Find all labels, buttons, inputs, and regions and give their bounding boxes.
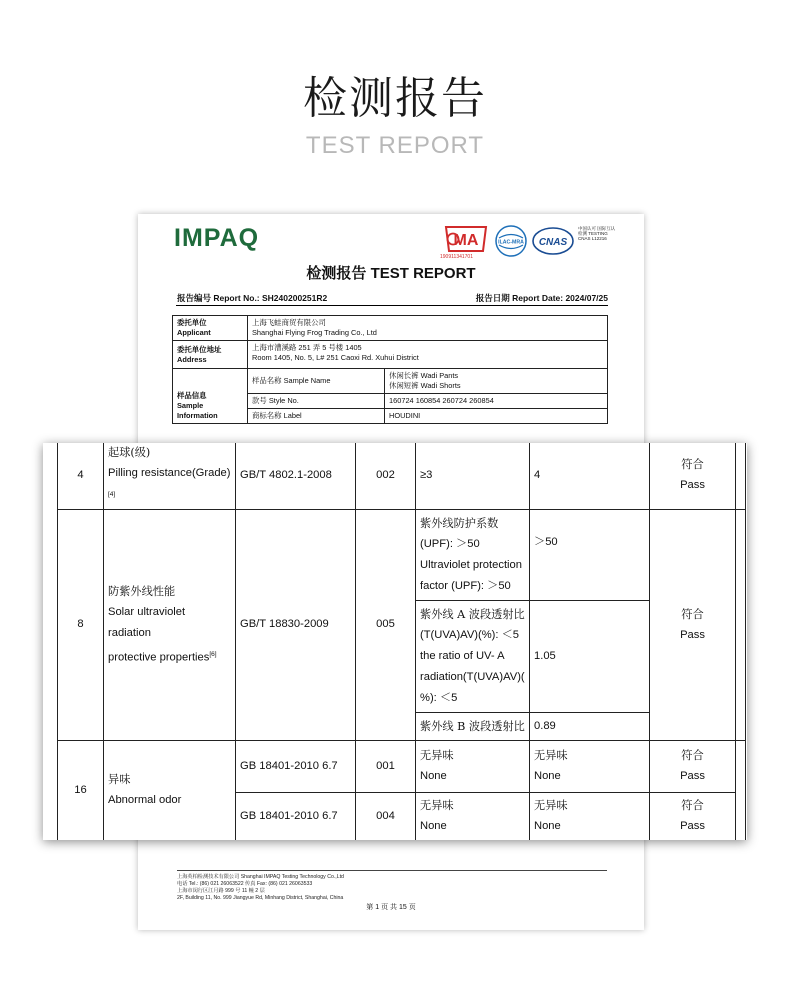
applicant-value: 上海飞蛙商贸有限公司 Shanghai Flying Frog Trading Co., Ltd: [248, 316, 608, 341]
cnas-caption: 中国认可 国际互认 检测 TESTING CNAS L12216: [578, 226, 616, 242]
table-row: 紫外线 A 波段透射比 (T(UVA)AV)(%): ＜5 the ratio of UV- A radiation(T(UVA)AV)( %): ＜5 1.05: [58, 600, 746, 712]
cnas-logo-icon: [532, 226, 574, 256]
ilac-mra-icon: [495, 225, 527, 257]
address-label: 委托单位地址 Address: [173, 341, 248, 369]
style-value: 160724 160854 260724 260854: [385, 394, 608, 409]
cnas-logo-text: CNAS: [538, 237, 568, 248]
results-table: [57, 443, 746, 840]
divider: [176, 305, 608, 306]
style-label: 款号 Style No.: [248, 394, 385, 409]
report-title: 检测报告 TEST REPORT: [306, 265, 476, 282]
address-value: 上海市漕溪路 251 弄 5 号楼 1405 Room 1405, No. 5, L# 251 Caoxi Rd. Xuhui District: [248, 341, 608, 369]
zoomed-results-table: [43, 443, 747, 840]
report-date: 报告日期 Report Date: 2024/07/25: [475, 293, 608, 303]
svg-text:MA: MA: [453, 232, 479, 249]
cma-seal-icon: [443, 225, 489, 253]
table-row: GB 18401-2010 6.7 004 无异味 None 无异味 None 符合 Pass: [58, 792, 746, 840]
table-row: 16 异味 Abnormal odor GB 18401-2010 6.7 001 无异味 None 无异味 None 符合 Pass: [58, 740, 746, 792]
report-footer: 上海英柏检测技术有限公司 Shanghai IMPAQ Testing Technology Co.,Ltd 电话 Tel.: (86) 021 26063522 传真 Fax: (86) 021 26063533 上海市闵行区江月路 999 号 11 幢 2 层 2F, Building 11, No. 999 Jiangyue Rd, Minhang District, Shanghai, China: [177, 870, 607, 902]
table-row: 紫外线 B 波段透射比 0.89: [58, 712, 746, 740]
sample-name-value: 休闲长裤 Wadi Pants 休闲短裤 Wadi Shorts: [385, 369, 608, 394]
sample-name-label: 样品名称 Sample Name: [248, 369, 385, 394]
report-number: 报告编号 Report No.: SH240200251R2: [177, 293, 328, 303]
impaq-logo: IMPAQ: [174, 224, 260, 252]
page-number: 第 1 页 共 15 页: [366, 904, 416, 911]
ilac-text: ILAC-MRA: [498, 239, 524, 246]
applicant-label: 委托单位 Applicant: [173, 316, 248, 341]
applicant-info-table: [172, 315, 608, 424]
cma-number: 190911341701: [440, 254, 473, 260]
sample-info-label: 样品信息 Sample Information: [173, 369, 248, 424]
page-subtitle: TEST REPORT: [305, 132, 485, 159]
table-row: 4 起球(级) Pilling resistance(Grade)[4] GB/T 4802.1-2008 002 ≥3 4 符合 Pass: [58, 443, 746, 509]
page-title: 检测报告: [303, 73, 487, 124]
table-row: 8 防紫外线性能 Solar ultraviolet radiation protective properties[6] GB/T 18830-2009 005 紫外线防护系数 (UPF): ＞50 Ultraviolet protection factor (UPF): ＞50 ＞50 符合 Pass: [58, 509, 746, 600]
label-label: 商标名称 Label: [248, 409, 385, 424]
label-value: HOUDINI: [385, 409, 608, 424]
